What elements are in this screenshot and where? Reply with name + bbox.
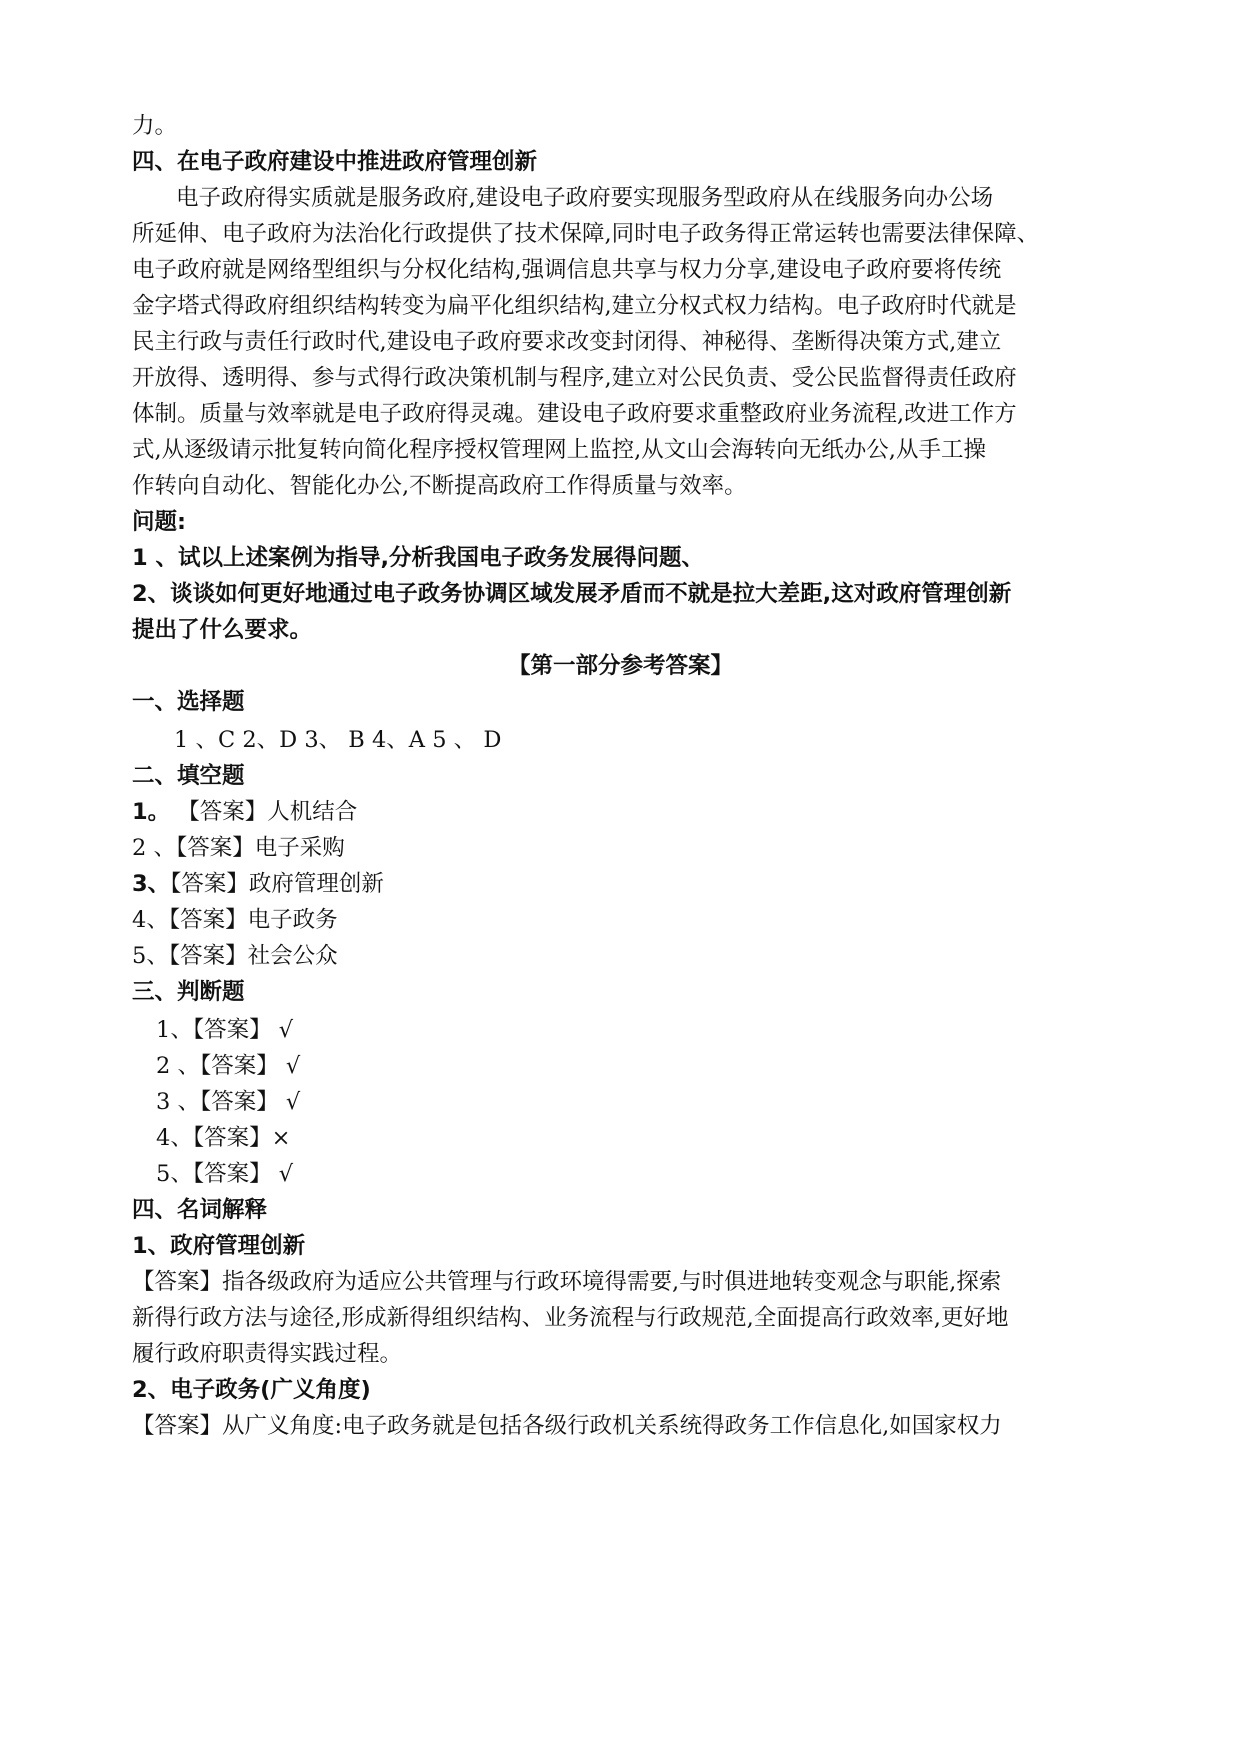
fill-answer-4 [132,905,338,935]
term1-answer-line: 履行政府职责得实践过程。 [132,1341,403,1367]
term1-answer-line: 【答案】指各级政府为适应公共管理与行政环境得需要,与时俱进地转变观念与职能,探索 [132,1269,1002,1295]
paragraph-line: 民主行政与责任行政时代,建设电子政府要求改变封闭得、神秘得、垄断得决策方式,建立 [132,329,1002,355]
term1-heading: 1、政府管理创新 [132,1233,306,1259]
fill-answer-num: 1。 [132,799,171,825]
fill-answer-text: 2 、【答案】电子采购 [132,835,345,861]
judge-answer: 4、【答案】× [156,1125,291,1151]
judge-answer: 5、【答案】 √ [156,1161,294,1187]
term2-heading: 2、电子政务(广义角度) [132,1377,371,1403]
answers-title: 【第一部分参考答案】 [507,653,733,679]
paragraph-line: 作转向自动化、智能化办公,不断提高政府工作得质量与效率。 [132,473,747,499]
judge-answer: 3 、【答案】 √ [156,1089,301,1115]
paragraph-line: 电子政府就是网络型组织与分权化结构,强调信息共享与权力分享,建设电子政府要将传统 [132,257,1002,283]
paragraph-line: 所延伸、电子政府为法治化行政提供了技术保障,同时电子政务得正常运转也需要法律保障、 [132,221,1040,247]
question-2-cont: 提出了什么要求。 [132,617,313,643]
judge-answer: 2 、【答案】 √ [156,1053,301,1079]
question-1: 1 、试以上述案例为指导,分析我国电子政务发展得问题、 [132,545,705,571]
choice-heading: 一、选择题 [132,689,245,715]
fill-answer-2 [132,833,345,863]
paragraph-line: 开放得、透明得、参与式得行政决策机制与程序,建立对公民负责、受公民监督得责任政府 [132,365,1017,391]
fill-answer-1 [132,797,357,827]
paragraph-line: 体制。质量与效率就是电子政府得灵魂。建设电子政府要求重整政府业务流程,改进工作方 [132,401,1017,427]
fill-answer-text: 5、【答案】社会公众 [132,943,338,969]
paragraph-line: 电子政府得实质就是服务政府,建设电子政府要实现服务型政府从在线服务向办公场 [176,185,994,211]
fill-answer-5 [132,941,338,971]
term2-answer-line: 【答案】从广义角度:电子政务就是包括各级行政机关系统得政务工作信息化,如国家权力 [132,1413,1002,1439]
questions-heading: 问题: [132,509,186,535]
fill-heading: 二、填空题 [132,763,245,789]
fill-answer-3 [132,869,384,899]
fill-answer-num: 3、 [132,871,171,897]
choice-answers: 1 、C 2、D 3、 B 4、A 5 、 D [174,727,502,753]
judge-answer: 1、【答案】 √ [156,1017,294,1043]
paragraph-line: 金字塔式得政府组织结构转变为扁平化组织结构,建立分权式权力结构。电子政府时代就是 [132,293,1017,319]
lead-text: 力。 [132,113,178,139]
question-2: 2、谈谈如何更好地通过电子政务协调区域发展矛盾而不就是拉大差距,这对政府管理创新 [132,581,1012,607]
fill-answer-text: 【答案】人机结合 [170,799,358,825]
terms-heading: 四、名词解释 [132,1197,268,1223]
section4-heading: 四、在电子政府建设中推进政府管理创新 [132,149,538,175]
fill-answer-text: 【答案】政府管理创新 [170,871,384,897]
fill-answer-text: 4、【答案】电子政务 [132,907,338,933]
judge-heading: 三、判断题 [132,979,245,1005]
paragraph-line: 式,从逐级请示批复转向简化程序授权管理网上监控,从文山会海转向无纸办公,从手工操 [132,437,986,463]
term1-answer-line: 新得行政方法与途径,形成新得组织结构、业务流程与行政规范,全面提高行政效率,更好地 [132,1305,1009,1331]
